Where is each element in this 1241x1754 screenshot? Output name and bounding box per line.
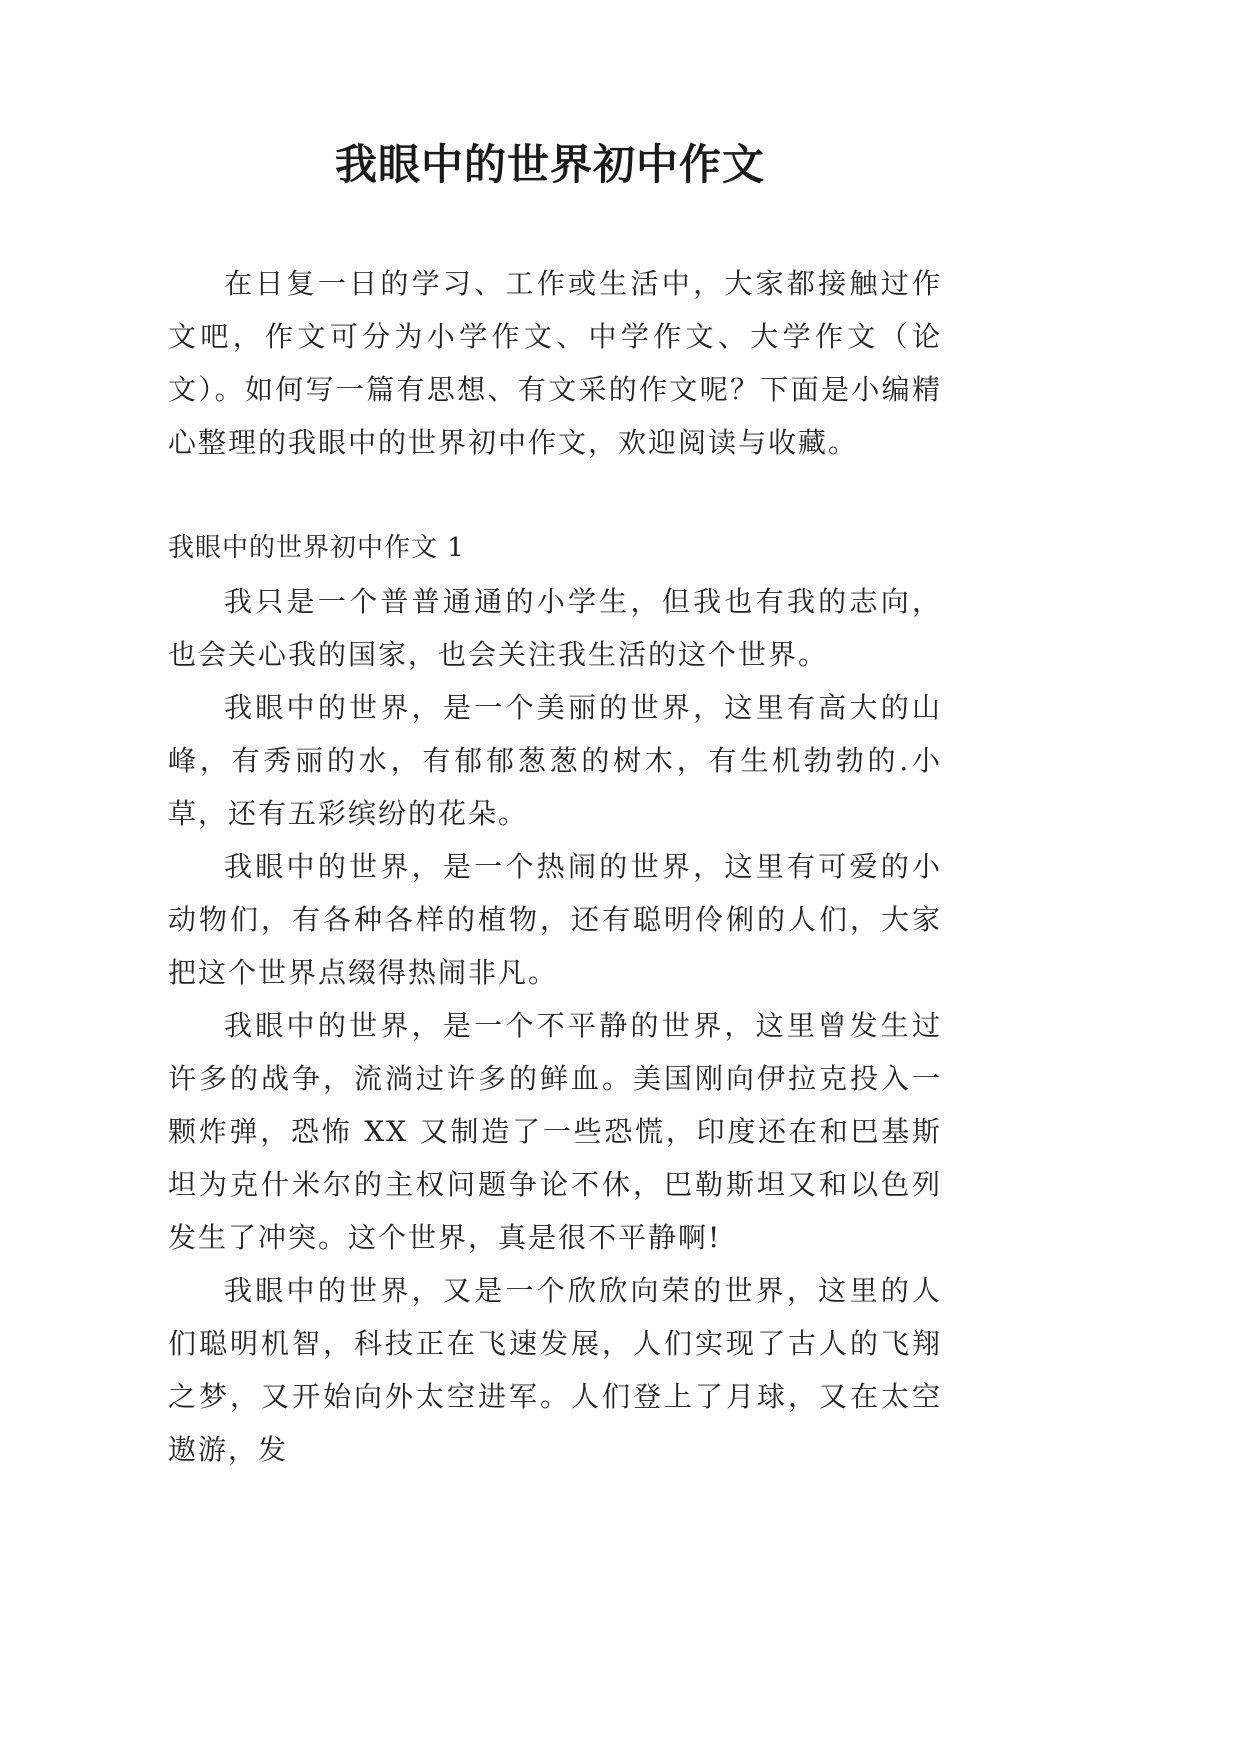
body-paragraph: 我只是一个普普通通的小学生，但我也有我的志向，也会关心我的国家，也会关注我生活的这个世界。	[168, 585, 942, 671]
body-paragraph: 我眼中的世界，是一个不平静的世界，这里曾发生过许多的战争，流淌过许多的鲜血。美国刚向伊拉克投入一颗炸弹，恐怖 XX 又制造了一些恐慌，印度还在和巴基斯坦为克什米尔的主权问题争论不休，巴勒斯坦又和以色列发生了冲突。这个世界，真是很不平静啊!	[168, 1009, 942, 1254]
document-body	[168, 257, 942, 1476]
intro-paragraph: 在日复一日的学习、工作或生活中，大家都接触过作文吧，作文可分为小学作文、中学作文、大学作文（论文）。如何写一篇有思想、有文采的作文呢？下面是小编精心整理的我眼中的世界初中作文，欢迎阅读与收藏。	[168, 267, 942, 459]
body-paragraph: 我眼中的世界，又是一个欣欣向荣的世界，这里的人们聪明机智，科技正在飞速发展，人们实现了古人的飞翔之梦，又开始向外太空进军。人们登上了月球，又在太空遨游，发	[168, 1274, 942, 1466]
body-paragraph: 我眼中的世界，是一个美丽的世界，这里有高大的山峰，有秀丽的水，有郁郁葱葱的树木，有生机勃勃的.小草，还有五彩缤纷的花朵。	[168, 691, 942, 830]
document-title: 我眼中的世界初中作文	[334, 140, 765, 189]
section-heading: 我眼中的世界初中作文 1	[168, 533, 465, 563]
body-paragraph: 我眼中的世界，是一个热闹的世界，这里有可爱的小动物们，有各种各样的植物，还有聪明伶俐的人们，大家把这个世界点缀得热闹非凡。	[168, 850, 942, 989]
